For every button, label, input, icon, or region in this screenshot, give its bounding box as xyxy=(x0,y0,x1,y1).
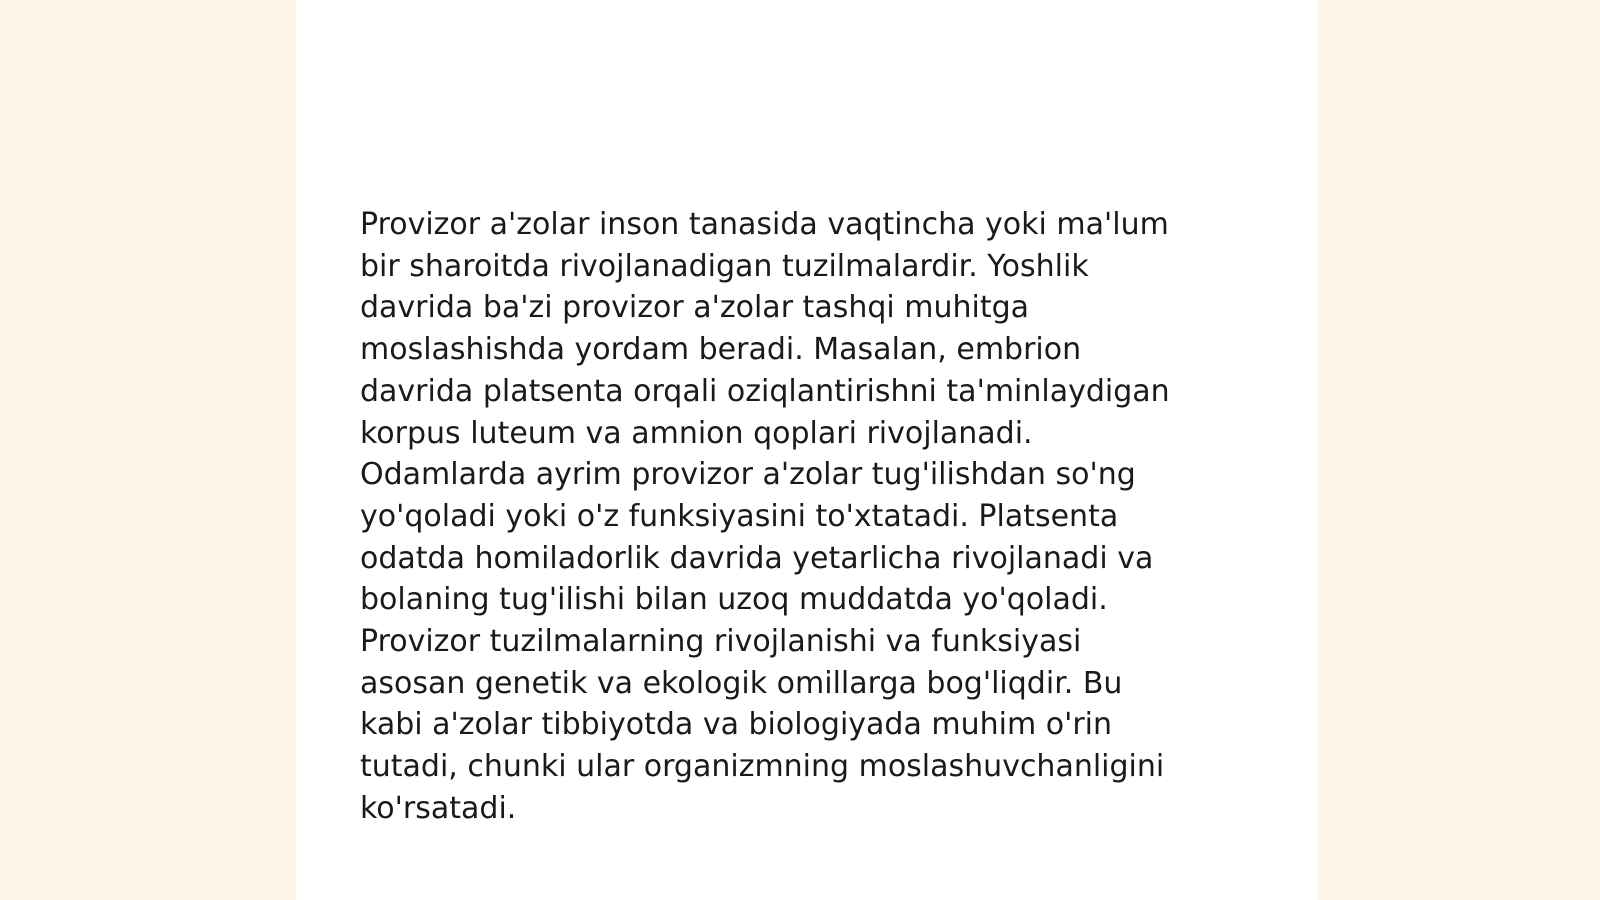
document-page xyxy=(296,0,1318,900)
body-paragraph: Provizor a'zolar inson tanasida vaqtincha yoki ma'lum bir sharoitda rivojlanadigan tuzilmalardir. Yoshlik davrida ba'zi provizor a'zolar tashqi muhitga moslashishda yordam beradi. Masalan, embrion davrida platsenta orqali oziqlantirishni ta'minlaydigan korpus luteum va amnion qoplari rivojlanadi. Odamlarda ayrim provizor a'zolar tug'ilishdan so'ng yo'qoladi yoki o'z funksiyasini to'xtatadi. Platsenta odatda homiladorlik davrida yetarlicha rivojlanadi va bolaning tug'ilishi bilan uzoq muddatda yo'qoladi. Provizor tuzilmalarning rivojlanishi va funksiyasi asosan genetik va ekologik omillarga bog'liqdir. Bu kabi a'zolar tibbiyotda va biologiyada muhim o'rin tutadi, chunki ular organizmning moslashuvchanligini ko'rsatadi. xyxy=(360,207,1170,826)
